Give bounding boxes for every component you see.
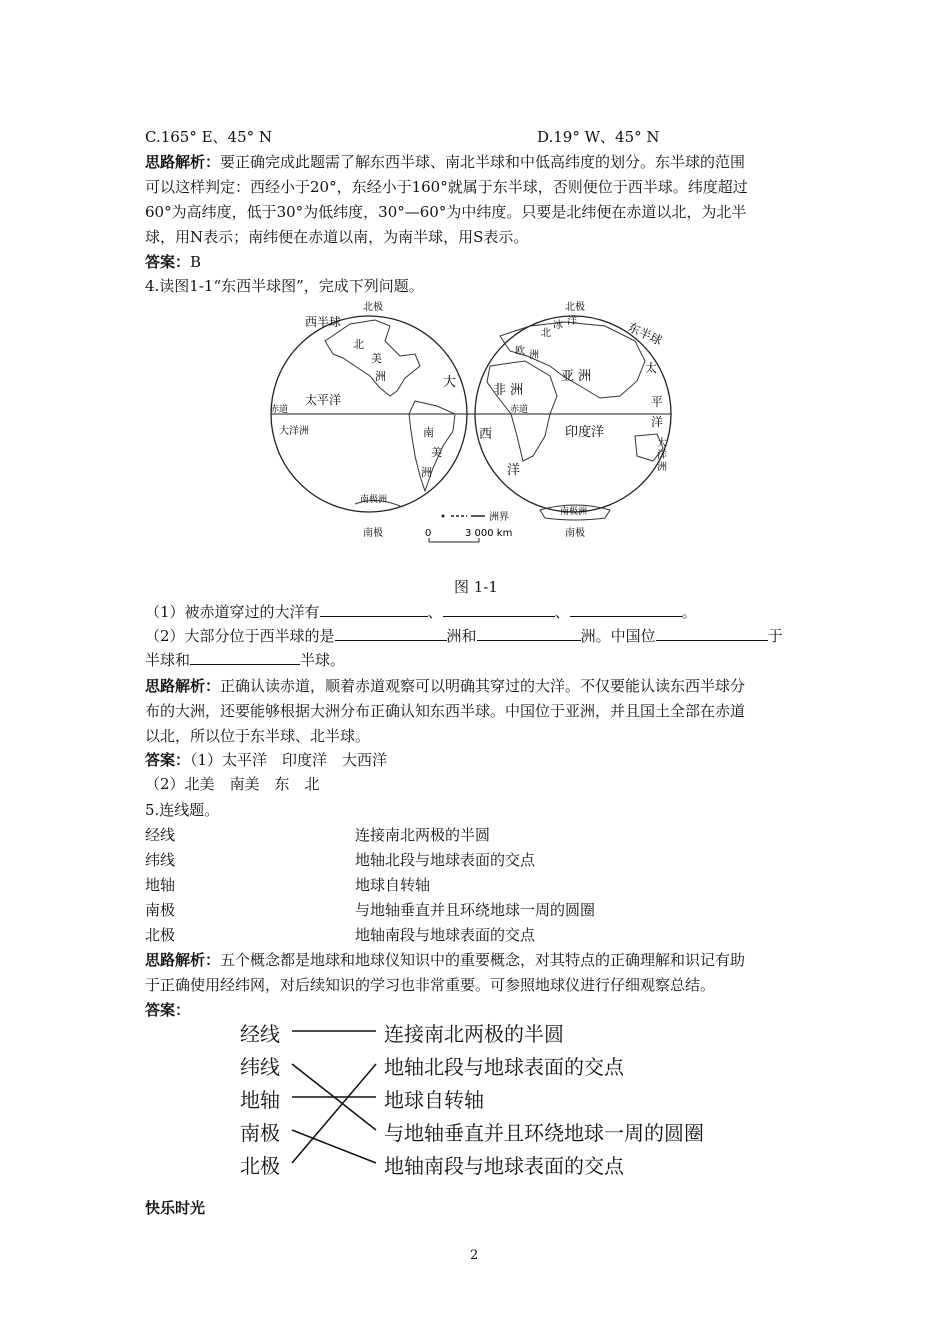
pacific-label: 太平洋 [305,393,342,407]
south-america-3: 洲 [421,466,432,479]
q4-analysis-line-1: 思路解析：正确认读赤道，顺着赤道观察可以明确其穿过的大洋。不仅要能认读东西半球分 [145,677,746,695]
equator-label-w: 赤道 [270,405,289,415]
q5-stem: 5.连线题。 [145,801,220,819]
south-pole-label-e: 南极 [565,528,585,539]
q3-answer: 答案：B [145,253,202,271]
answer-left-5: 北极 [240,1154,280,1178]
match-right-5: 地轴南段与地球表面的交点 [355,926,536,944]
pacific-e-2: 平 [651,395,664,409]
pacific-e-3: 洋 [651,415,664,429]
match-right-4: 与地轴垂直并且环绕地球一周的圆圈 [355,901,596,919]
atlantic-1: 大 [443,375,457,390]
q4-part2-cont: 半球和 半球。 [145,651,346,669]
east-hemisphere-label: 东半球 [625,320,665,348]
arctic-1: 北 [541,328,551,339]
link-beiji [292,1064,376,1163]
option-d: D.19° W、45° N [537,128,660,146]
figure-caption: 图 1-1 [454,578,498,596]
section-title: 快乐时光 [145,1199,206,1217]
match-right-3: 地球自转轴 [355,876,431,894]
option-c: C.165° E、45° N [145,128,273,146]
answer-left-3: 地轴 [240,1088,280,1112]
q3-analysis-line-1: 思路解析：要正确完成此题需了解东西半球、南北半球和中低高纬度的划分。东半球的范围 [145,153,746,171]
answer-right-2: 地轴北段与地球表面的交点 [384,1055,624,1079]
asia-label: 亚 洲 [561,369,592,384]
south-america-2: 美 [431,446,442,459]
arctic-3: 洋 [567,316,577,327]
east-oceania-2: 洋 [657,450,667,461]
page-number: 2 [470,1248,479,1263]
arctic-2: 冰 [553,320,563,331]
q4-stem: 4.读图1-1“东西半球图”，完成下列问题。 [145,277,424,295]
match-right-2: 地轴北段与地球表面的交点 [355,851,536,869]
q4-analysis-line-2: 布的大洲，还要能够根据大洲分布正确认知东西半球。中国位于亚洲，并且国土全部在赤道 [145,702,746,720]
pacific-e-1: 太 [645,361,658,375]
q4-answer-2: （2）北美 南美 东 北 [145,775,320,793]
q4-answer-1: 答案：（1）太平洋 印度洋 大西洋 [145,751,388,769]
north-pole-label-w: 北极 [363,302,383,313]
match-left-2: 纬线 [145,851,176,869]
equator-label-e: 赤道 [510,405,529,415]
antarctica-label-e: 南极洲 [560,507,588,517]
answer-right-5: 地轴南段与地球表面的交点 [384,1154,624,1178]
south-america-1: 南 [423,426,434,439]
answer-right-1: 连接南北两极的半圆 [384,1022,564,1046]
q5-answer-label: 答案： [145,1001,191,1019]
answer-left-2: 纬线 [240,1055,280,1079]
south-pole-label-w: 南极 [363,528,383,539]
scale-zero: 0 [425,528,432,539]
north-america-3: 洲 [375,370,386,383]
west-hemisphere-label: 西半球 [305,315,342,329]
q3-analysis-line-4: 球，用N表示；南纬便在赤道以南，为南半球，用S表示。 [145,228,529,246]
legend-border-label: 洲界 [489,512,509,523]
europe-2: 洲 [529,350,539,361]
north-america-2: 美 [371,352,382,365]
q5-analysis-line-1: 思路解析：五个概念都是地球和地球仪知识中的重要概念，对其特点的正确理解和识记有助 [145,951,746,969]
oceania-label: 大洋洲 [279,426,309,437]
east-oceania-3: 洲 [657,462,667,473]
match-left-1: 经线 [145,826,176,844]
north-pole-label-e: 北极 [565,302,585,313]
antarctica-label-w: 南极洲 [360,495,388,505]
atlantic-3: 洋 [507,463,521,478]
q4-analysis-line-3: 以北，所以位于东半球、北半球。 [145,727,371,745]
answer-right-3: 地球自转轴 [384,1088,484,1112]
match-left-5: 北极 [145,926,176,944]
answer-right-4: 与地轴垂直并且环绕地球一周的圆圈 [384,1121,704,1145]
q3-analysis-line-2: 可以这样判定：西经小于20°，东经小于160°就属于东半球，否则便位于西半球。纬度超过 [145,178,748,196]
indian-label: 印度洋 [565,425,605,440]
africa-label: 非 洲 [493,383,524,398]
east-oceania-1: 大 [657,438,667,449]
q5-analysis-line-2: 于正确使用经纬网，对后续知识的学习也非常重要。可参照地球仪进行仔细观察总结。 [145,976,716,994]
match-right-1: 连接南北两极的半圆 [355,826,491,844]
q4-part1: （1）被赤道穿过的大洋有 、 、 。 [145,603,697,621]
atlantic-2: 西 [479,427,493,442]
answer-left-1: 经线 [240,1022,280,1046]
link-nanji [292,1130,376,1163]
match-left-3: 地轴 [145,876,176,894]
answer-left-4: 南极 [240,1121,280,1145]
q3-analysis-line-3: 60°为高纬度，低于30°为低纬度，30°—60°为中纬度。只要是北纬便在赤道以北，为北半 [145,203,747,221]
north-america-1: 北 [353,338,364,351]
europe-1: 欧 [515,346,525,357]
q4-part2: （2）大部分位于西半球的是 洲和 洲。中国位 于 [145,627,783,645]
match-left-4: 南极 [145,901,176,919]
analysis-label: 思路解析： [145,153,221,171]
scale-distance: 3 000 km [465,528,513,539]
